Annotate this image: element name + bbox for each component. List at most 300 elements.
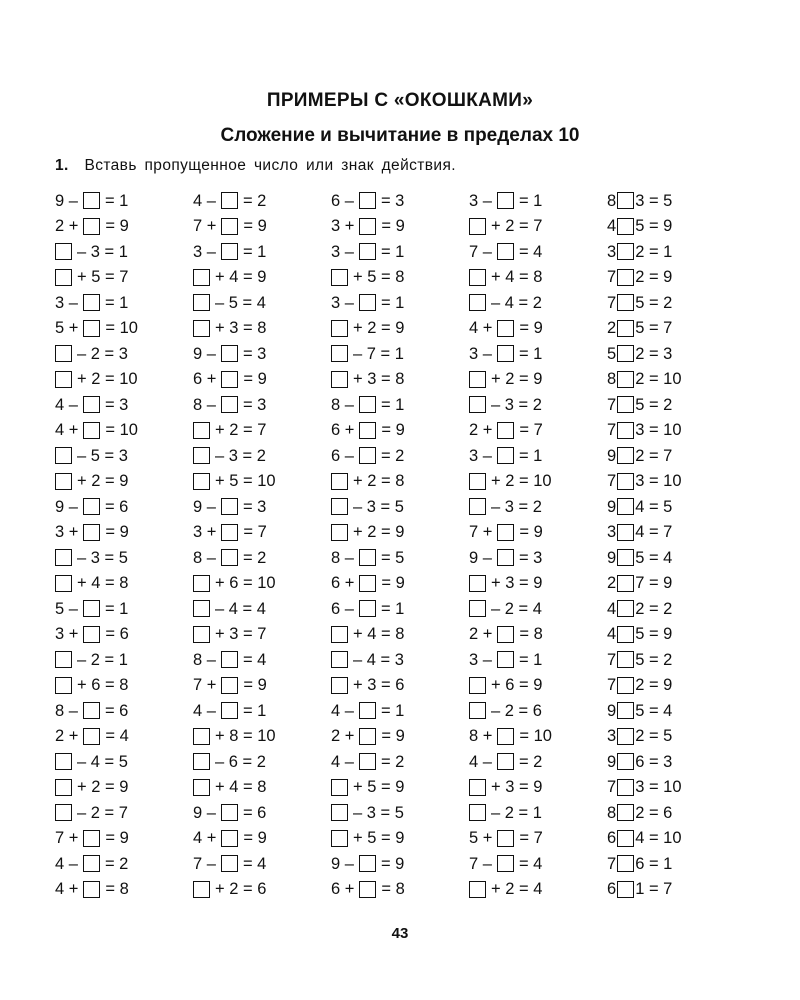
- answer-box[interactable]: [193, 269, 210, 286]
- answer-box[interactable]: [469, 269, 486, 286]
- answer-box[interactable]: [55, 753, 72, 770]
- exercise-text: 7 –: [469, 242, 492, 261]
- exercise-text: 2: [607, 319, 617, 337]
- answer-box[interactable]: [359, 855, 376, 872]
- exercise-item: [193, 494, 331, 520]
- answer-box[interactable]: [331, 830, 348, 847]
- exercise-item: [607, 851, 745, 877]
- answer-box[interactable]: [359, 600, 376, 617]
- exercise-text: = 1: [380, 242, 405, 261]
- answer-box[interactable]: [83, 320, 100, 337]
- answer-box[interactable]: [331, 498, 348, 515]
- exercise-item: [331, 188, 469, 214]
- exercise-item: [469, 596, 607, 622]
- exercise-text: = 8: [381, 880, 405, 898]
- answer-box[interactable]: [221, 218, 238, 235]
- answer-box[interactable]: [331, 779, 348, 796]
- answer-box[interactable]: [331, 677, 348, 694]
- answer-box[interactable]: [359, 881, 376, 898]
- exercise-text: 5 = 2: [635, 293, 673, 312]
- answer-box[interactable]: [617, 422, 634, 439]
- answer-box[interactable]: [55, 549, 72, 566]
- answer-box[interactable]: [55, 447, 72, 464]
- exercise-text: 5 = 4: [635, 548, 673, 567]
- exercise-item: [55, 341, 193, 367]
- answer-box[interactable]: [193, 422, 210, 439]
- answer-box[interactable]: [331, 473, 348, 490]
- answer-box[interactable]: [331, 651, 348, 668]
- answer-box[interactable]: [359, 294, 376, 311]
- exercise-text: 3: [607, 242, 617, 261]
- exercise-text: 5 = 9: [635, 217, 673, 235]
- exercise-text: 7: [607, 293, 617, 312]
- exercise-text: 2 +: [469, 625, 493, 643]
- exercise-text: + 3 = 9: [491, 574, 543, 592]
- exercise-text: – 3 = 2: [491, 497, 542, 516]
- answer-box[interactable]: [497, 345, 514, 362]
- answer-box[interactable]: [617, 830, 634, 847]
- answer-box[interactable]: [497, 422, 514, 439]
- exercise-item: [55, 188, 193, 214]
- exercise-item: [55, 239, 193, 265]
- exercise-text: + 4 = 8: [491, 268, 543, 286]
- answer-box[interactable]: [617, 243, 634, 260]
- answer-box[interactable]: [221, 677, 238, 694]
- exercise-item: [55, 749, 193, 775]
- answer-box[interactable]: [469, 498, 486, 515]
- exercise-text: 5 = 2: [635, 395, 673, 414]
- answer-box[interactable]: [55, 651, 72, 668]
- answer-box[interactable]: [221, 371, 238, 388]
- exercise-text: 8: [607, 191, 617, 210]
- answer-box[interactable]: [193, 473, 210, 490]
- exercise-item: [607, 418, 745, 444]
- exercise-item: [469, 877, 607, 903]
- exercise-text: = 2: [380, 752, 405, 771]
- answer-box[interactable]: [331, 320, 348, 337]
- answer-box[interactable]: [617, 728, 634, 745]
- exercise-item: [193, 877, 331, 903]
- answer-box[interactable]: [83, 600, 100, 617]
- exercise-text: 3: [607, 523, 617, 541]
- exercise-item: [607, 367, 745, 393]
- exercise-text: 8: [607, 370, 617, 388]
- exercise-text: – 3 = 2: [215, 446, 266, 465]
- answer-box[interactable]: [221, 192, 238, 209]
- exercise-text: 3 –: [469, 446, 492, 465]
- exercise-text: = 6: [105, 625, 129, 643]
- exercise-item: [607, 214, 745, 240]
- exercise-text: = 9: [243, 829, 267, 847]
- answer-box[interactable]: [469, 804, 486, 821]
- exercise-text: – 5 = 3: [77, 446, 128, 465]
- task-instruction: [55, 157, 456, 175]
- exercise-text: 7: [607, 268, 617, 286]
- exercise-item: [193, 392, 331, 418]
- answer-box[interactable]: [359, 192, 376, 209]
- exercise-text: + 2 = 9: [353, 319, 405, 337]
- answer-box[interactable]: [193, 626, 210, 643]
- answer-box[interactable]: [193, 575, 210, 592]
- answer-box[interactable]: [617, 600, 634, 617]
- answer-box[interactable]: [331, 371, 348, 388]
- exercise-text: + 2 = 8: [353, 472, 405, 490]
- answer-box[interactable]: [221, 498, 238, 515]
- answer-box[interactable]: [359, 753, 376, 770]
- exercise-text: = 5: [380, 548, 405, 567]
- answer-box[interactable]: [55, 677, 72, 694]
- exercise-text: = 2: [380, 446, 405, 465]
- exercise-item: [331, 494, 469, 520]
- exercise-text: 8 –: [55, 701, 78, 720]
- answer-box[interactable]: [83, 728, 100, 745]
- answer-box[interactable]: [469, 294, 486, 311]
- exercise-item: [193, 826, 331, 852]
- answer-box[interactable]: [193, 600, 210, 617]
- answer-box[interactable]: [221, 855, 238, 872]
- exercise-item: [469, 443, 607, 469]
- exercise-text: 7 +: [193, 217, 217, 235]
- exercise-item: [55, 622, 193, 648]
- answer-box[interactable]: [469, 779, 486, 796]
- answer-box[interactable]: [221, 345, 238, 362]
- exercise-item: [331, 469, 469, 495]
- answer-box[interactable]: [497, 728, 514, 745]
- answer-box[interactable]: [497, 830, 514, 847]
- answer-box[interactable]: [617, 447, 634, 464]
- exercise-item: [193, 341, 331, 367]
- answer-box[interactable]: [221, 549, 238, 566]
- exercise-text: + 4 = 8: [353, 625, 405, 643]
- exercise-text: = 3: [380, 191, 405, 210]
- answer-box[interactable]: [359, 549, 376, 566]
- answer-box[interactable]: [469, 575, 486, 592]
- answer-box[interactable]: [617, 804, 634, 821]
- exercise-text: 7 –: [469, 854, 492, 873]
- answer-box[interactable]: [359, 728, 376, 745]
- exercise-text: 9 –: [193, 803, 216, 822]
- answer-box[interactable]: [83, 396, 100, 413]
- answer-box[interactable]: [617, 524, 634, 541]
- answer-box[interactable]: [221, 524, 238, 541]
- exercise-text: = 9: [519, 523, 543, 541]
- exercise-text: 5: [607, 344, 617, 363]
- exercise-text: 3 –: [469, 650, 492, 669]
- answer-box[interactable]: [83, 294, 100, 311]
- answer-box[interactable]: [193, 447, 210, 464]
- exercise-text: 4 –: [193, 701, 216, 720]
- answer-box[interactable]: [193, 728, 210, 745]
- exercise-text: 9: [607, 701, 617, 720]
- exercise-text: + 8 = 10: [215, 727, 276, 745]
- exercise-item: [469, 341, 607, 367]
- exercise-item: [193, 622, 331, 648]
- exercise-item: [607, 341, 745, 367]
- answer-box[interactable]: [193, 779, 210, 796]
- answer-box[interactable]: [331, 626, 348, 643]
- answer-box[interactable]: [617, 218, 634, 235]
- answer-box[interactable]: [617, 881, 634, 898]
- exercise-item: [55, 290, 193, 316]
- exercise-item: [331, 596, 469, 622]
- exercise-item: [607, 188, 745, 214]
- exercise-text: 6 = 3: [635, 752, 673, 771]
- answer-box[interactable]: [55, 371, 72, 388]
- exercise-item: [331, 316, 469, 342]
- exercise-item: [331, 239, 469, 265]
- answer-box[interactable]: [497, 549, 514, 566]
- answer-box[interactable]: [469, 396, 486, 413]
- exercise-text: = 7: [243, 523, 267, 541]
- answer-box[interactable]: [193, 881, 210, 898]
- exercise-text: = 9: [381, 727, 405, 745]
- answer-box[interactable]: [359, 243, 376, 260]
- answer-box[interactable]: [497, 447, 514, 464]
- answer-box[interactable]: [83, 881, 100, 898]
- exercise-text: – 3 = 5: [77, 548, 128, 567]
- answer-box[interactable]: [497, 524, 514, 541]
- exercise-text: + 4 = 8: [215, 778, 267, 796]
- exercise-item: [55, 520, 193, 546]
- answer-box[interactable]: [331, 345, 348, 362]
- exercise-item: [469, 367, 607, 393]
- answer-box[interactable]: [469, 371, 486, 388]
- exercise-item: [607, 800, 745, 826]
- answer-box[interactable]: [617, 549, 634, 566]
- exercise-grid: [55, 188, 755, 902]
- exercise-text: = 9: [105, 217, 129, 235]
- answer-box[interactable]: [497, 243, 514, 260]
- answer-box[interactable]: [617, 651, 634, 668]
- answer-box[interactable]: [617, 779, 634, 796]
- exercise-item: [55, 724, 193, 750]
- exercise-text: – 2 = 7: [77, 803, 128, 822]
- exercise-item: [607, 443, 745, 469]
- exercise-item: [607, 698, 745, 724]
- answer-box[interactable]: [469, 677, 486, 694]
- exercise-item: [331, 698, 469, 724]
- answer-box[interactable]: [331, 524, 348, 541]
- exercise-item: [607, 469, 745, 495]
- answer-box[interactable]: [359, 218, 376, 235]
- answer-box[interactable]: [469, 600, 486, 617]
- answer-box[interactable]: [469, 218, 486, 235]
- answer-box[interactable]: [221, 702, 238, 719]
- exercise-text: = 6: [104, 701, 129, 720]
- answer-box[interactable]: [469, 473, 486, 490]
- answer-box[interactable]: [469, 702, 486, 719]
- exercise-text: 7: [607, 778, 617, 796]
- answer-box[interactable]: [617, 396, 634, 413]
- exercise-text: 7: [607, 650, 617, 669]
- answer-box[interactable]: [617, 753, 634, 770]
- answer-box[interactable]: [617, 371, 634, 388]
- answer-box[interactable]: [221, 243, 238, 260]
- exercise-text: 4 –: [193, 191, 216, 210]
- exercise-text: + 2 = 6: [215, 880, 267, 898]
- exercise-text: – 3 = 1: [77, 242, 128, 261]
- exercise-text: 7: [607, 421, 617, 439]
- page-number: 43: [391, 925, 409, 942]
- answer-box[interactable]: [617, 702, 634, 719]
- answer-box[interactable]: [617, 345, 634, 362]
- exercise-text: – 6 = 2: [215, 752, 266, 771]
- answer-box[interactable]: [617, 677, 634, 694]
- exercise-text: – 2 = 1: [77, 650, 128, 669]
- exercise-item: [193, 545, 331, 571]
- exercise-text: 2 = 10: [635, 370, 682, 388]
- answer-box[interactable]: [617, 294, 634, 311]
- answer-box[interactable]: [359, 447, 376, 464]
- exercise-item: [469, 673, 607, 699]
- answer-box[interactable]: [497, 320, 514, 337]
- answer-box[interactable]: [359, 422, 376, 439]
- exercise-text: 8 +: [469, 727, 493, 745]
- answer-box[interactable]: [193, 753, 210, 770]
- answer-box[interactable]: [55, 779, 72, 796]
- answer-box[interactable]: [497, 192, 514, 209]
- exercise-text: + 3 = 7: [215, 625, 267, 643]
- answer-box[interactable]: [617, 320, 634, 337]
- exercise-text: 9: [607, 446, 617, 465]
- answer-box[interactable]: [83, 855, 100, 872]
- exercise-item: [331, 520, 469, 546]
- answer-box[interactable]: [193, 294, 210, 311]
- answer-box[interactable]: [617, 575, 634, 592]
- answer-box[interactable]: [469, 881, 486, 898]
- exercise-item: [193, 596, 331, 622]
- answer-box[interactable]: [55, 575, 72, 592]
- exercise-text: = 7: [519, 421, 543, 439]
- exercise-item: [469, 392, 607, 418]
- answer-box[interactable]: [497, 855, 514, 872]
- exercise-item: [607, 673, 745, 699]
- exercise-item: [55, 877, 193, 903]
- answer-box[interactable]: [617, 473, 634, 490]
- exercise-text: + 4 = 8: [77, 574, 129, 592]
- exercise-text: 9: [607, 497, 617, 516]
- exercise-text: + 6 = 9: [491, 676, 543, 694]
- exercise-text: 3 = 5: [635, 191, 673, 210]
- exercise-text: 4 –: [55, 854, 78, 873]
- answer-box[interactable]: [359, 575, 376, 592]
- exercise-text: 7 +: [55, 829, 79, 847]
- exercise-item: [607, 316, 745, 342]
- answer-box[interactable]: [83, 524, 100, 541]
- answer-box[interactable]: [617, 192, 634, 209]
- exercise-text: 6 +: [193, 370, 217, 388]
- exercise-text: 9 –: [193, 344, 216, 363]
- answer-box[interactable]: [331, 804, 348, 821]
- exercise-text: – 3 = 2: [491, 395, 542, 414]
- exercise-item: [55, 316, 193, 342]
- answer-box[interactable]: [193, 320, 210, 337]
- answer-box[interactable]: [83, 192, 100, 209]
- exercise-text: 4 +: [55, 421, 79, 439]
- exercise-text: 3 +: [331, 217, 355, 235]
- exercise-text: 2 = 6: [635, 803, 673, 822]
- answer-box[interactable]: [55, 243, 72, 260]
- exercise-item: [469, 698, 607, 724]
- answer-box[interactable]: [497, 626, 514, 643]
- answer-box[interactable]: [83, 830, 100, 847]
- answer-box[interactable]: [83, 498, 100, 515]
- answer-box[interactable]: [83, 702, 100, 719]
- exercise-item: [469, 265, 607, 291]
- page-subtitle: Сложение и вычитание в пределах 10: [220, 125, 580, 146]
- answer-box[interactable]: [617, 855, 634, 872]
- exercise-text: 5 +: [55, 319, 79, 337]
- answer-box[interactable]: [359, 702, 376, 719]
- exercise-text: = 1: [104, 599, 129, 618]
- exercise-text: = 9: [381, 421, 405, 439]
- exercise-text: + 6 = 10: [215, 574, 276, 592]
- exercise-text: 4 +: [55, 880, 79, 898]
- exercise-text: 3 –: [55, 293, 78, 312]
- exercise-text: 2 +: [55, 217, 79, 235]
- answer-box[interactable]: [497, 651, 514, 668]
- answer-box[interactable]: [359, 396, 376, 413]
- exercise-item: [469, 316, 607, 342]
- answer-box[interactable]: [617, 498, 634, 515]
- exercise-text: 6 +: [331, 574, 355, 592]
- exercise-text: 2 +: [331, 727, 355, 745]
- answer-box[interactable]: [55, 804, 72, 821]
- task-number: 1.: [55, 157, 69, 174]
- exercise-text: = 6: [104, 497, 129, 516]
- exercise-text: – 7 = 1: [353, 344, 404, 363]
- exercise-item: [193, 239, 331, 265]
- answer-box[interactable]: [331, 269, 348, 286]
- answer-box[interactable]: [55, 473, 72, 490]
- answer-box[interactable]: [55, 345, 72, 362]
- exercise-item: [55, 698, 193, 724]
- answer-box[interactable]: [617, 269, 634, 286]
- exercise-item: [607, 877, 745, 903]
- answer-box[interactable]: [617, 626, 634, 643]
- exercise-text: – 2 = 6: [491, 701, 542, 720]
- exercise-text: + 3 = 8: [353, 370, 405, 388]
- answer-box[interactable]: [83, 422, 100, 439]
- exercise-item: [193, 851, 331, 877]
- exercise-item: [193, 443, 331, 469]
- answer-box[interactable]: [221, 396, 238, 413]
- exercise-item: [193, 749, 331, 775]
- exercise-item: [331, 826, 469, 852]
- exercise-item: [469, 520, 607, 546]
- answer-box[interactable]: [497, 753, 514, 770]
- exercise-text: – 4 = 4: [215, 599, 266, 618]
- exercise-text: 8 –: [331, 395, 354, 414]
- answer-box[interactable]: [221, 651, 238, 668]
- exercise-text: = 2: [242, 191, 267, 210]
- exercise-text: = 9: [380, 854, 405, 873]
- answer-box[interactable]: [221, 804, 238, 821]
- answer-box[interactable]: [83, 218, 100, 235]
- exercise-item: [331, 392, 469, 418]
- exercise-text: = 3: [242, 497, 267, 516]
- answer-box[interactable]: [55, 269, 72, 286]
- exercise-text: 8 –: [193, 650, 216, 669]
- answer-box[interactable]: [83, 626, 100, 643]
- exercise-text: = 4: [518, 854, 543, 873]
- exercise-text: 7 +: [193, 676, 217, 694]
- exercise-item: [331, 290, 469, 316]
- exercise-item: [607, 239, 745, 265]
- exercise-item: [469, 188, 607, 214]
- answer-box[interactable]: [221, 830, 238, 847]
- exercise-text: 4 = 7: [635, 523, 673, 541]
